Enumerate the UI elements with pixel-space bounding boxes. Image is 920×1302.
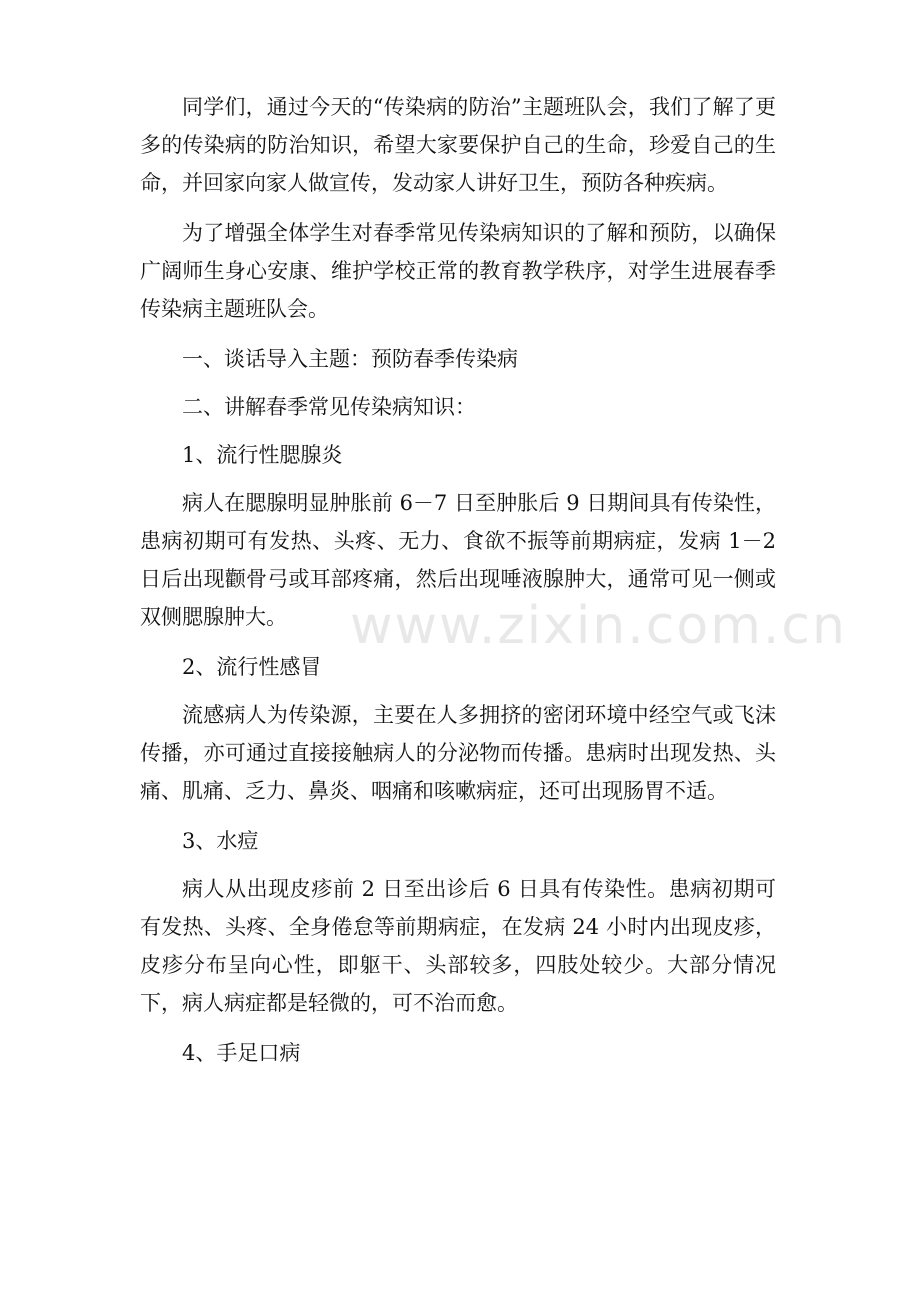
subheading-influenza: 2、流行性感冒 <box>182 655 322 679</box>
subheading-chickenpox: 3、水痘 <box>182 829 259 853</box>
paragraph-chickenpox: 病人从出现皮疹前 2 日至出诊后 6 日具有传染性。患病初期可有发热、头疼、全身倦怠等前期病症，在发病 24 小时内出现皮疹，皮疹分布呈向心性，即躯干、头部较多，四肢处较少。大部分情况下，病人病症都是轻微的，可不治而愈。 <box>140 877 776 1015</box>
document-body <box>140 88 776 1072</box>
paragraph-influenza: 流感病人为传染源，主要在人多拥挤的密闭环境中经空气或飞沫传播，亦可通过直接接触病人的分泌物而传播。患病时出现发热、头痛、肌痛、乏力、鼻炎、咽痛和咳嗽病症，还可出现肠胃不适。 <box>140 703 776 803</box>
paragraph-mumps: 病人在腮腺明显肿胀前 6－7 日至肿胀后 9 日期间具有传染性，患病初期可有发热、头疼、无力、食欲不振等前期病症，发病 1－2 日后出现颧骨弓或耳部疼痛，然后出现唾液腺肿大，通常可见一侧或双侧腮腺肿大。 <box>140 491 776 629</box>
paragraph-closing-remarks: 同学们，通过今天的“传染病的防治”主题班队会，我们了解了更多的传染病的防治知识，希望大家要保护自己的生命，珍爱自己的生命，并回家向家人做宣传，发动家人讲好卫生，预防各种疾病。 <box>140 95 776 195</box>
paragraph-purpose: 为了增强全体学生对春季常见传染病知识的了解和预防，以确保广阔师生身心安康、维护学校正常的教育教学秩序，对学生进展春季传染病主题班队会。 <box>140 221 776 321</box>
section-heading-knowledge: 二、讲解春季常见传染病知识： <box>182 395 476 419</box>
subheading-hand-foot-mouth: 4、手足口病 <box>182 1041 301 1065</box>
watermark: www.zixin.com.cn <box>350 596 847 656</box>
subheading-mumps: 1、流行性腮腺炎 <box>182 443 343 467</box>
section-heading-intro: 一、谈话导入主题：预防春季传染病 <box>182 347 518 371</box>
